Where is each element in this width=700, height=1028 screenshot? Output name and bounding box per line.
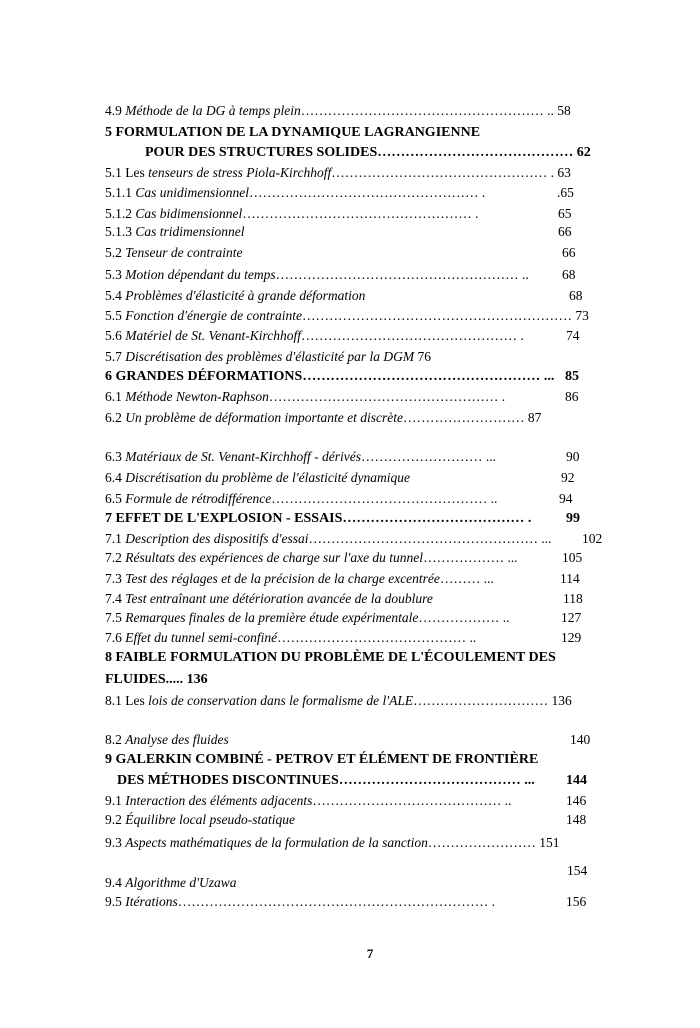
toc-entry-title: Résultats des expériences de charge sur l'axe du tunnel [125, 550, 424, 565]
toc-entry-page: 127 [561, 610, 582, 625]
toc-entry-page: 156 [566, 894, 587, 909]
toc-entry-leader: ……………………………………………… .. [275, 267, 529, 282]
toc-entry-leader: ……………………………………………… .. [300, 103, 554, 118]
toc-entry [145, 144, 591, 161]
toc-entry [105, 348, 431, 365]
toc-entry-page: 144 [566, 773, 587, 788]
toc-entry-number: 7.6 [105, 630, 126, 645]
toc-entry-leader: …………………………………………… . [249, 185, 486, 200]
toc-entry [105, 266, 529, 283]
toc-entry-page: 99 [566, 511, 580, 526]
toc-entry-page: 136 [548, 693, 572, 708]
toc-entry-page: 140 [570, 732, 591, 747]
toc-entry-number: 6.5 [105, 491, 126, 506]
toc-entry-number: 7.2 [105, 550, 126, 565]
toc-entry-leader: ……… ... [439, 571, 494, 586]
toc-entry-title: Effet du tunnel semi-confiné [125, 630, 278, 645]
toc-entry-title: Matériaux de St. Venant-Kirchhoff - dérivés [125, 449, 361, 464]
toc-entry-number: 8 FAIBLE FORMULATION DU PROBLÈME DE L'ÉCOULEMENT DES [105, 650, 556, 665]
toc-entry-title: Fonction d'énergie de contrainte [125, 308, 302, 323]
toc-entry [105, 388, 505, 405]
toc-entry-page: 90 [566, 449, 580, 464]
toc-entry-leader: ………………………………………… . [331, 165, 554, 180]
toc-entry-number: 9.1 [105, 793, 126, 808]
toc-entry [105, 184, 485, 201]
toc-entry-leader: ……………………… ... [360, 449, 496, 464]
toc-entry-leader: ………………………………… ... [338, 773, 535, 788]
toc-entry-title: EFFET DE L'EXPLOSION - ESSAIS [115, 511, 343, 526]
toc-entry-number: 5.7 [105, 349, 126, 364]
toc-entry-page: 68 [562, 267, 576, 282]
toc-entry [105, 124, 480, 141]
toc-entry [105, 244, 243, 261]
toc-entry [105, 792, 511, 809]
toc-entry-page: 148 [566, 812, 587, 827]
toc-entry [105, 409, 541, 426]
toc-entry-page: 92 [561, 470, 575, 485]
toc-entry [105, 205, 479, 222]
toc-entry-title: Test entraînant une détérioration avancée de la doublure [125, 591, 433, 606]
toc-entry-number: 9.5 [105, 894, 126, 909]
toc-entry-title: Cas unidimensionnel [135, 185, 249, 200]
toc-entry [105, 530, 552, 547]
toc-entry-leader: ……………………… [402, 410, 525, 425]
toc-entry [105, 448, 496, 465]
toc-entry-leader: …………………………………………… ... [302, 369, 555, 384]
toc-entry [105, 490, 497, 507]
toc-entry-number: 4.9 [105, 103, 126, 118]
toc-entry-number: 7 [105, 511, 116, 526]
toc-entry-page: 68 [569, 288, 583, 303]
toc-entry-title: Problèmes d'élasticité à grande déformation [125, 288, 366, 303]
toc-entry-number: 6.2 [105, 410, 126, 425]
toc-entry-number: 9 [105, 752, 116, 767]
toc-entry-title: Description des dispositifs d'essai [125, 531, 309, 546]
toc-entry-number: 5.3 [105, 267, 126, 282]
toc-entry [105, 590, 433, 607]
toc-entry-title: Cas bidimensionnel [135, 206, 243, 221]
toc-entry [105, 874, 237, 891]
toc-entry-title: GALERKIN COMBINÉ - PETROV ET ÉLÉMENT DE FRONTIÈRE [115, 752, 539, 767]
toc-entry-page: 74 [566, 328, 580, 343]
toc-entry-number: 7.4 [105, 591, 126, 606]
toc-entry-page: 66 [562, 245, 576, 260]
toc-entry-leader: …………………………………………… ... [308, 531, 552, 546]
toc-entry [105, 751, 538, 768]
toc-entry-page: 118 [563, 591, 583, 606]
toc-entry-page: 151 [535, 835, 560, 850]
toc-entry-leader: …………………………………… .. [312, 793, 512, 808]
toc-entry-title: Un problème de déformation importante et discrète [125, 410, 403, 425]
toc-entry-page: 105 [562, 550, 583, 565]
toc-entry-title: Formule de rétrodifférence [125, 491, 272, 506]
toc-entry [105, 287, 365, 304]
toc-entry-leader: ……………… ... [423, 550, 518, 565]
toc-entry-page: 58 [553, 103, 571, 118]
toc-entry-number: 5.2 [105, 245, 126, 260]
toc-entry-number: 8.2 [105, 732, 126, 747]
toc-entry [105, 692, 572, 709]
toc-entry [105, 893, 495, 910]
toc-entry-number: 6 [105, 369, 116, 384]
toc-entry-page: 114 [560, 571, 580, 586]
toc-entry-title: Discrétisation des problèmes d'élasticité par la DGM [125, 349, 415, 364]
toc-entry [105, 570, 494, 587]
toc-entry-number: 9.2 [105, 812, 126, 827]
toc-entry-title: tenseurs de stress Piola-Kirchhoff [148, 165, 332, 180]
toc-entry-page: 73 [571, 308, 589, 323]
toc-entry-title: Cas tridimensionnel [135, 224, 245, 239]
toc-entry-page: 146 [566, 793, 587, 808]
toc-entry-page: 62 [573, 145, 591, 160]
toc-entry-page: 87 [524, 410, 542, 425]
toc-entry-title: lois de conservation dans le formalisme de l'ALE [148, 693, 414, 708]
toc-entry [105, 731, 229, 748]
toc-entry-title: POUR DES STRUCTURES SOLIDES [145, 145, 378, 160]
toc-entry [105, 671, 208, 688]
toc-entry-number: 6.3 [105, 449, 126, 464]
toc-entry-title: Méthode de la DG à temps plein [125, 103, 301, 118]
toc-entry-page: 85 [565, 369, 579, 384]
toc-entry-page: 154 [567, 863, 588, 878]
toc-entry-number: 7.3 [105, 571, 126, 586]
toc-entry-number: 5.5 [105, 308, 126, 323]
toc-entry-page: 76 [414, 349, 431, 364]
toc-entry-page: 63 [554, 165, 571, 180]
toc-entry-number: FLUIDES..... 136 [105, 672, 208, 687]
toc-entry-number: 5.1.1 [105, 185, 136, 200]
toc-entry [105, 834, 559, 851]
toc-entry-leader: …………………………………………… . [268, 389, 506, 404]
toc-entry-number: 5.4 [105, 288, 126, 303]
toc-entry [105, 164, 571, 181]
toc-entry [105, 368, 554, 385]
toc-entry-leader: ………………………… [413, 693, 549, 708]
toc-entry-title: Remarques finales de la première étude expérimentale [125, 610, 419, 625]
toc-entry-title: Motion dépendant du temps [125, 267, 276, 282]
toc-entry [117, 772, 535, 789]
toc-entry-leader: ………………………………………… . [300, 328, 524, 343]
toc-entry-page: 102 [582, 531, 603, 546]
toc-entry-title: Aspects mathématiques de la formulation de la sanction [125, 835, 428, 850]
toc-entry-page: 86 [565, 389, 579, 404]
toc-entry [105, 223, 245, 240]
toc-entry-leader: …………………………………………………… [301, 308, 572, 323]
toc-entry-page: .65 [557, 185, 574, 200]
toc-entry-leader: …………………… [427, 835, 536, 850]
toc-entry [105, 549, 518, 566]
toc-entry [105, 102, 571, 119]
toc-entry-title: DES MÉTHODES DISCONTINUES [117, 773, 339, 788]
toc-entry-title: Test des réglages et de la précision de la charge excentrée [125, 571, 440, 586]
toc-entry-leader: …………………………………………… . [242, 206, 479, 221]
toc-entry-leader: ………………………………………… .. [271, 491, 498, 506]
toc-entry-page: 66 [558, 224, 572, 239]
toc-entry-page: 129 [561, 630, 582, 645]
toc-entry [105, 307, 589, 324]
toc-entry-number: 5.1 Les [105, 165, 149, 180]
toc-entry-title: Tenseur de contrainte [125, 245, 243, 260]
toc-entry-number: 5 [105, 125, 116, 140]
toc-entry [105, 510, 531, 527]
toc-entry-title: GRANDES DÉFORMATIONS [115, 369, 303, 384]
toc-entry [105, 811, 295, 828]
toc-entry-number: 6.4 [105, 470, 126, 485]
toc-entry-title: Matériel de St. Venant-Kirchhoff [125, 328, 301, 343]
toc-entry-leader: ……………… .. [418, 610, 510, 625]
toc-entry [105, 649, 556, 666]
toc-entry-leader: …………………………………… .. [277, 630, 477, 645]
toc-entry-title: Algorithme d'Uzawa [125, 875, 237, 890]
toc-entry-title: Méthode Newton-Raphson [125, 389, 269, 404]
toc-entry-page: 94 [559, 491, 573, 506]
toc-entry-number: 9.3 [105, 835, 126, 850]
page-number: 7 [366, 946, 374, 961]
toc-entry-number: 5.6 [105, 328, 126, 343]
toc-entry [105, 469, 410, 486]
toc-entry-number: 8.1 Les [105, 693, 149, 708]
toc-entry [105, 629, 476, 646]
toc-entry-number: 9.4 [105, 875, 126, 890]
toc-entry-number: 5.1.3 [105, 224, 136, 239]
toc-entry-number: 6.1 [105, 389, 126, 404]
toc-entry-title: Analyse des fluides [125, 732, 229, 747]
toc-entry [105, 609, 510, 626]
toc-entry-leader: ………………………………… . [342, 511, 532, 526]
toc-entry-leader: …………………………………… [377, 145, 574, 160]
toc-entry-number: 7.1 [105, 531, 126, 546]
toc-entry-title: Itérations [125, 894, 178, 909]
toc-entry-title: Équilibre local pseudo-statique [125, 812, 295, 827]
toc-entry-title: FORMULATION DE LA DYNAMIQUE LAGRANGIENNE [115, 125, 481, 140]
toc-entry-leader: …………………………………………………………… . [177, 894, 495, 909]
toc-entry-page: 65 [558, 206, 572, 221]
toc-entry-title: Discrétisation du problème de l'élasticité dynamique [125, 470, 410, 485]
toc-entry-title: Interaction des éléments adjacents [125, 793, 313, 808]
toc-entry-number: 5.1.2 [105, 206, 136, 221]
toc-entry-number: 7.5 [105, 610, 126, 625]
toc-entry [105, 327, 524, 344]
